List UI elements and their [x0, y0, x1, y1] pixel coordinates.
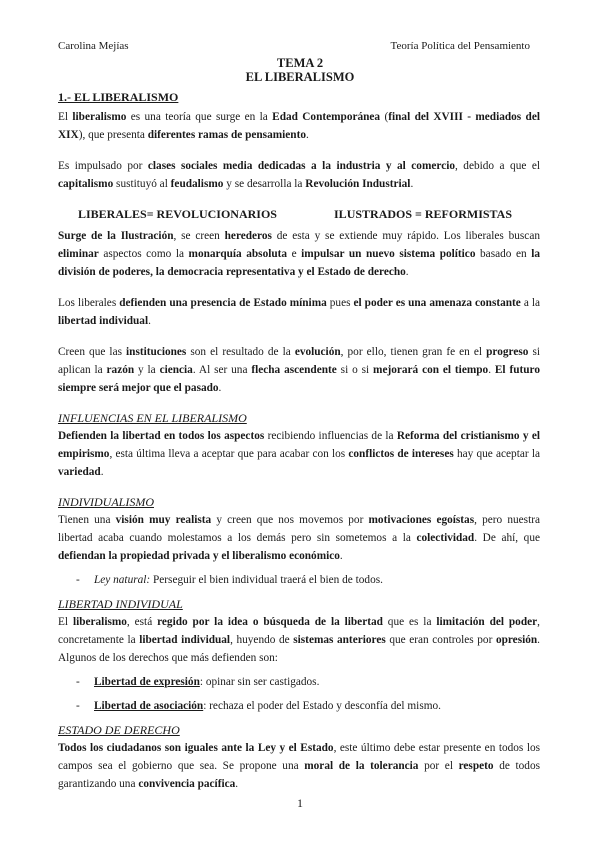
paragraph-libertad: El liberalismo, está regido por la idea o búsqueda de la libertad que es la limitación del poder, concretamente la libertad individual, huyendo de sistemas anteriores que eran controles por opresión. Algunos de los derechos que más defienden son:: [58, 616, 540, 664]
list-item: - Libertad de expresión: opinar sin ser castigados.: [58, 673, 540, 691]
paragraph-estado-derecho: Todos los ciudadanos son iguales ante la Ley y el Estado, este último debe estar presente en todos los campos sea el gobierno que sea. Se propone una moral de la tolerancia por el respeto de todos garantizando una convivencia pacífica.: [58, 742, 540, 790]
list-derechos: [58, 673, 540, 715]
document-body: [58, 88, 540, 793]
paragraph-liberalismo-intro: El liberalismo es una teoría que surge en la Edad Contemporánea (final del XVIII - mediados del XIX), que presenta diferentes ramas de pensamiento.: [58, 111, 540, 141]
list-item: - Ley natural: Perseguir el bien individual traerá el bien de todos.: [58, 571, 540, 589]
paragraph-individualismo: Tienen una visión muy realista y creen que nos movemos por motivaciones egoístas, pero nuestra libertad acaba cuando molestamos a los demás pero sin sometemos a la colectividad. De ahí, que defiendan la propiedad privada y el liberalismo económico.: [58, 514, 540, 562]
subheading-estado-derecho: ESTADO DE DERECHO: [58, 723, 180, 737]
paragraph-ilustracion: Surge de la Ilustración, se creen herederos de esta y se extiende muy rápido. Los liberales buscan eliminar aspectos como la monarquía absoluta e impulsar un nuevo sistema político basado en la división de poderes, la democracia representativa y el Estado de derecho.: [58, 230, 540, 278]
comparison-left: LIBERALES= REVOLUCIONARIOS: [78, 207, 277, 221]
subheading-libertad: LIBERTAD INDIVIDUAL: [58, 597, 183, 611]
subheading-individualismo: INDIVIDUALISMO: [58, 495, 154, 509]
topic-title: TEMA 2: [276, 56, 324, 70]
paragraph-estado-minimo: Los liberales defienden una presencia de Estado mínima pues el poder es una amenaza constante a la libertad individual.: [58, 297, 541, 327]
header-author: Carolina Mejías: [58, 40, 129, 52]
section-heading-liberalismo: 1.- EL LIBERALISMO: [58, 90, 179, 104]
page-number: 1: [297, 796, 303, 810]
page-title: EL LIBERALISMO: [245, 70, 355, 84]
subheading-influencias: INFLUENCIAS EN EL LIBERALISMO: [58, 411, 247, 425]
comparison-line: [78, 205, 512, 223]
paragraph-progreso: Creen que las instituciones son el resultado de la evolución, por ello, tienen gran fe en el progreso si aplican la razón y la ciencia. Al ser una flecha ascendente si o si mejorará con el tiempo. El futuro siempre será mejor que el pasado.: [58, 346, 540, 394]
paragraph-impulso: Es impulsado por clases sociales media dedicadas a la industria y al comercio, debido a que el capitalismo sustituyó al feudalismo y se desarrolla la Revolución Industrial.: [58, 160, 540, 190]
header-subject: Teoría Política del Pensamiento: [390, 40, 530, 52]
list-ley-natural: [58, 571, 540, 589]
paragraph-influencias: Defienden la libertad en todos los aspectos recibiendo influencias de la Reforma del cristianismo y el empirismo, esta última lleva a aceptar que para acabar con los conflictos de intereses hay que aceptar la variedad.: [58, 430, 540, 478]
list-item: - Libertad de asociación: rechaza el poder del Estado y desconfía del mismo.: [58, 697, 540, 715]
comparison-right: ILUSTRADOS = REFORMISTAS: [334, 207, 512, 221]
